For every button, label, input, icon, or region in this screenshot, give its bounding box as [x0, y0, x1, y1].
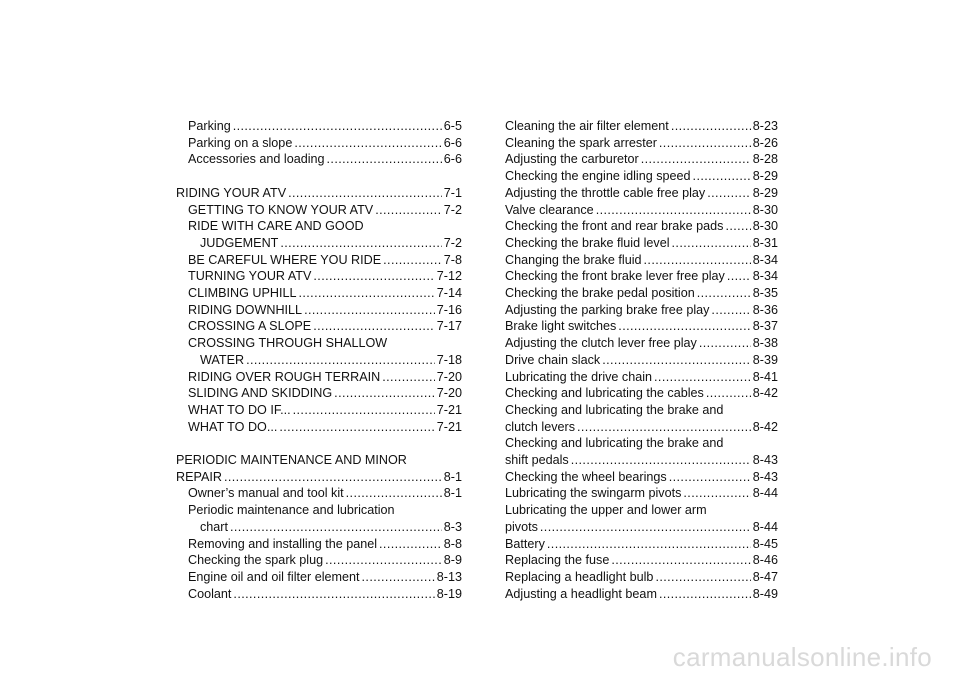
toc-entry[interactable]: [176, 252, 462, 269]
toc-entry-page: 8-8: [443, 536, 462, 551]
toc-entry-title: Adjusting the parking brake free play: [505, 302, 710, 317]
toc-entry-title: Checking the front brake lever free play: [505, 269, 725, 284]
toc-entry-page: 8-29: [752, 169, 778, 184]
toc-entry-page: 8-30: [752, 202, 778, 217]
dot-leader: [697, 285, 751, 302]
toc-entry-page: 8-38: [752, 336, 778, 351]
toc-entry-title: Brake light switches: [505, 319, 617, 334]
toc-entry[interactable]: [176, 369, 462, 386]
toc-entry-page: 8-34: [752, 269, 778, 284]
dot-leader: [288, 185, 442, 202]
dot-leader: [375, 202, 442, 219]
toc-entry[interactable]: [176, 402, 462, 419]
dot-leader: [618, 318, 750, 335]
toc-entry-page: 8-23: [752, 119, 778, 133]
toc-entry-title: Owner’s manual and tool kit: [188, 486, 344, 501]
toc-entry[interactable]: [176, 135, 462, 152]
toc-entry[interactable]: [505, 252, 778, 269]
toc-entry-title: Accessories and loading: [188, 152, 325, 167]
toc-entry-title: WHAT TO DO IF...: [188, 402, 291, 417]
toc-entry-title: Checking and lubricating the cables: [505, 386, 704, 401]
toc-entry[interactable]: [176, 218, 462, 251]
toc-entry-page: 7-2: [443, 202, 462, 217]
dot-leader: [644, 252, 751, 269]
dot-leader: [693, 168, 751, 185]
dot-leader: [233, 586, 434, 603]
toc-entry-title: WHAT TO DO...: [188, 419, 278, 434]
dot-leader: [683, 485, 750, 502]
toc-entry[interactable]: [176, 268, 462, 285]
toc-entry-title: Checking the wheel bearings: [505, 469, 667, 484]
toc-entry-page: 8-35: [752, 286, 778, 301]
toc-entry[interactable]: [505, 218, 778, 235]
toc-entry[interactable]: [505, 318, 778, 335]
toc-entry-page: 8-44: [752, 519, 778, 534]
toc-entry-title: RIDING OVER ROUGH TERRAIN: [188, 369, 381, 384]
toc-entry-page: 6-6: [443, 152, 462, 167]
dot-leader: [230, 519, 442, 536]
toc-entry-title: Checking the engine idling speed: [505, 169, 691, 184]
dot-leader: [547, 536, 751, 553]
toc-entry[interactable]: [176, 502, 462, 535]
toc-entry-page: 7-12: [436, 269, 462, 284]
toc-entry[interactable]: [176, 536, 462, 553]
toc-entry-page: 8-13: [436, 569, 462, 584]
toc-entry-title: RIDING YOUR ATV: [176, 185, 287, 200]
toc-entry-title: GETTING TO KNOW YOUR ATV: [188, 202, 374, 217]
toc-entry[interactable]: [505, 586, 778, 603]
toc-entry-page: 7-8: [443, 252, 462, 267]
toc-entry-page: 8-49: [752, 586, 778, 601]
dot-leader: [571, 452, 751, 469]
toc-entry-page: 7-14: [436, 286, 462, 301]
toc-entry-page: 8-46: [752, 553, 778, 568]
toc-entry-title: Checking and lubricating the brake and: [505, 402, 724, 417]
toc-entry[interactable]: [176, 552, 462, 569]
toc-entry[interactable]: [505, 502, 778, 535]
toc-entry-page: 7-17: [436, 319, 462, 334]
toc-entry-page: 8-28: [752, 152, 778, 167]
toc-entry-title: Lubricating the upper and lower arm: [505, 503, 707, 518]
toc-entry-title: CROSSING A SLOPE: [188, 319, 312, 334]
toc-entry-title-continued: shift pedals: [505, 453, 569, 468]
toc-entry[interactable]: [505, 552, 778, 569]
toc-entry-page: 8-19: [436, 586, 462, 601]
toc-entry-title: Parking on a slope: [188, 135, 293, 150]
toc-entry-page: 7-20: [436, 369, 462, 384]
toc-entry[interactable]: [505, 268, 778, 285]
toc-entry-title: Replacing the fuse: [505, 553, 610, 568]
dot-leader: [313, 318, 435, 335]
dot-leader: [327, 151, 442, 168]
toc-entry[interactable]: [176, 385, 462, 402]
toc-entry-title: Checking the brake pedal position: [505, 286, 695, 301]
toc-entry-title: Coolant: [188, 586, 232, 601]
toc-entry-page: 7-21: [436, 419, 462, 434]
toc-entry-title: Checking the front and rear brake pads: [505, 219, 724, 234]
toc-entry[interactable]: [505, 235, 778, 252]
toc-entry[interactable]: [505, 168, 778, 185]
dot-leader: [602, 352, 751, 369]
toc-entry-title: Adjusting the carburetor: [505, 152, 639, 167]
toc-entry-page: 8-34: [752, 252, 778, 267]
toc-entry-page: 7-2: [443, 235, 462, 250]
toc-entry-title: RIDING DOWNHILL: [188, 302, 303, 317]
toc-entry[interactable]: [176, 452, 462, 485]
toc-entry-page: 8-45: [752, 536, 778, 551]
toc-entry-title: Checking and lubricating the brake and: [505, 436, 724, 451]
dot-leader: [671, 118, 751, 135]
toc-entry[interactable]: [505, 285, 778, 302]
dot-leader: [706, 385, 751, 402]
toc-entry-title-continued: clutch levers: [505, 419, 575, 434]
toc-entry-page: 8-26: [752, 135, 778, 150]
toc-entry-title-continued: JUDGEMENT: [200, 235, 279, 250]
toc-entry-title: TURNING YOUR ATV: [188, 269, 312, 284]
toc-entry-page: 8-31: [752, 235, 778, 250]
toc-entry-title: Cleaning the spark arrester: [505, 135, 657, 150]
toc-entry-page: 8-44: [752, 486, 778, 501]
dot-leader: [659, 586, 751, 603]
toc-entry-page: 8-9: [443, 553, 462, 568]
dot-leader: [540, 519, 751, 536]
toc-entry[interactable]: [176, 118, 462, 135]
dot-leader: [659, 135, 751, 152]
toc-entry-page: 7-18: [436, 352, 462, 367]
toc-entry[interactable]: [176, 569, 462, 586]
dot-leader: [655, 569, 750, 586]
toc-entry-title: CLIMBING UPHILL: [188, 286, 297, 301]
toc-entry-page: 8-30: [752, 219, 778, 234]
toc-entry-page: 8-42: [752, 419, 778, 434]
dot-leader: [233, 118, 442, 135]
toc-entry[interactable]: [505, 151, 778, 168]
dot-leader: [379, 536, 442, 553]
dot-leader: [294, 135, 441, 152]
dot-leader: [725, 218, 750, 235]
dot-leader: [727, 268, 751, 285]
dot-leader: [383, 252, 442, 269]
toc-entry-title: Lubricating the drive chain: [505, 369, 653, 384]
toc-entry[interactable]: [176, 318, 462, 335]
toc-entry[interactable]: [505, 135, 778, 152]
toc-entry-page: 8-42: [752, 386, 778, 401]
toc-entry[interactable]: [176, 285, 462, 302]
section-gap: [176, 435, 462, 452]
toc-entry[interactable]: [505, 469, 778, 486]
dot-leader: [313, 268, 434, 285]
toc-entry[interactable]: [505, 569, 778, 586]
toc-entry[interactable]: [505, 536, 778, 553]
toc-entry-title: Valve clearance: [505, 202, 594, 217]
toc-entry[interactable]: [505, 118, 778, 135]
dot-leader: [298, 285, 434, 302]
dot-leader: [246, 352, 435, 369]
toc-entry-page: 8-29: [752, 185, 778, 200]
dot-leader: [669, 469, 751, 486]
dot-leader: [699, 335, 751, 352]
toc-entry-title: BE CAREFUL WHERE YOU RIDE: [188, 252, 382, 267]
toc-entry[interactable]: [505, 302, 778, 319]
toc-entry-title: Checking the brake fluid level: [505, 235, 670, 250]
toc-entry-title: Adjusting a headlight beam: [505, 586, 657, 601]
toc-entry-page: 7-1: [443, 185, 462, 200]
dot-leader: [280, 235, 441, 252]
toc-entry-page: 8-43: [752, 453, 778, 468]
dot-leader: [293, 402, 435, 419]
toc-entry[interactable]: [505, 202, 778, 219]
toc-entry-page: 8-37: [752, 319, 778, 334]
toc-entry-title: Parking: [188, 119, 231, 133]
toc-entry[interactable]: [505, 185, 778, 202]
toc-entry-page: 8-41: [752, 369, 778, 384]
toc-entry-title: RIDE WITH CARE AND GOOD: [188, 219, 364, 234]
toc-entry-page: 8-1: [443, 469, 462, 484]
toc-entry-title: Adjusting the throttle cable free play: [505, 185, 706, 200]
dot-leader: [362, 569, 435, 586]
dot-leader: [654, 369, 751, 386]
toc-entry-title: Removing and installing the panel: [188, 536, 378, 551]
toc-entry-title: Drive chain slack: [505, 352, 601, 367]
toc-entry[interactable]: [176, 335, 462, 368]
toc-right-column: [505, 118, 778, 602]
dot-leader: [346, 485, 442, 502]
toc-entry[interactable]: [505, 352, 778, 369]
toc-entry-page: 8-47: [752, 569, 778, 584]
toc-entry[interactable]: [505, 435, 778, 468]
toc-entry-title-continued: REPAIR: [176, 469, 222, 484]
toc-entry[interactable]: [176, 185, 462, 202]
dot-leader: [224, 469, 442, 486]
dot-leader: [382, 369, 435, 386]
toc-entry-title: Checking the spark plug: [188, 553, 324, 568]
dot-leader: [707, 185, 751, 202]
toc-entry-page: 8-1: [443, 486, 462, 501]
toc-entry-title: Changing the brake fluid: [505, 252, 642, 267]
dot-leader: [334, 385, 435, 402]
dot-leader: [641, 151, 751, 168]
toc-entry[interactable]: [176, 302, 462, 319]
toc-entry-page: 7-16: [436, 302, 462, 317]
toc-entry[interactable]: [505, 385, 778, 402]
dot-leader: [304, 302, 435, 319]
toc-entry-title: SLIDING AND SKIDDING: [188, 386, 333, 401]
toc-entry-title: Adjusting the clutch lever free play: [505, 336, 697, 351]
toc-entry-page: 6-5: [443, 119, 462, 133]
watermark: carmanualsonline.info: [672, 642, 932, 672]
toc-entry-page: 8-39: [752, 352, 778, 367]
toc-entry[interactable]: [176, 419, 462, 436]
toc-entry[interactable]: [176, 485, 462, 502]
toc-entry[interactable]: [505, 485, 778, 502]
toc-entry-page: 8-43: [752, 469, 778, 484]
toc-entry[interactable]: [505, 369, 778, 386]
dot-leader: [325, 552, 442, 569]
dot-leader: [672, 235, 751, 252]
toc-entry-title-continued: WATER: [200, 352, 245, 367]
toc-entry-title: Replacing a headlight bulb: [505, 569, 654, 584]
toc-entry-title: PERIODIC MAINTENANCE AND MINOR: [176, 453, 407, 468]
toc-entry[interactable]: [505, 335, 778, 352]
toc-entry-title: Engine oil and oil filter element: [188, 569, 360, 584]
toc-entry-page: 8-36: [752, 302, 778, 317]
dot-leader: [279, 419, 434, 436]
dot-leader: [596, 202, 751, 219]
toc-entry-page: 7-21: [436, 402, 462, 417]
toc-entry-title: Periodic maintenance and lubrication: [188, 503, 395, 518]
dot-leader: [577, 419, 751, 436]
toc-entry-page: 6-6: [443, 135, 462, 150]
toc-entry-title: Lubricating the swingarm pivots: [505, 486, 682, 501]
toc-entry[interactable]: [176, 151, 462, 168]
toc-entry-title-continued: chart: [200, 519, 228, 534]
dot-leader: [611, 552, 750, 569]
toc-entry[interactable]: [176, 586, 462, 603]
toc-left-column: [176, 118, 462, 602]
toc-entry-title-continued: pivots: [505, 519, 538, 534]
toc-entry-page: 7-20: [436, 386, 462, 401]
toc-entry[interactable]: [176, 202, 462, 219]
toc-entry[interactable]: [505, 402, 778, 435]
toc-entry-title: CROSSING THROUGH SHALLOW: [188, 336, 388, 351]
toc-entry-title: Battery: [505, 536, 545, 551]
toc-entry-title: Cleaning the air filter element: [505, 119, 669, 133]
toc-entry-page: 8-3: [443, 519, 462, 534]
dot-leader: [711, 302, 750, 319]
section-gap: [176, 168, 462, 185]
